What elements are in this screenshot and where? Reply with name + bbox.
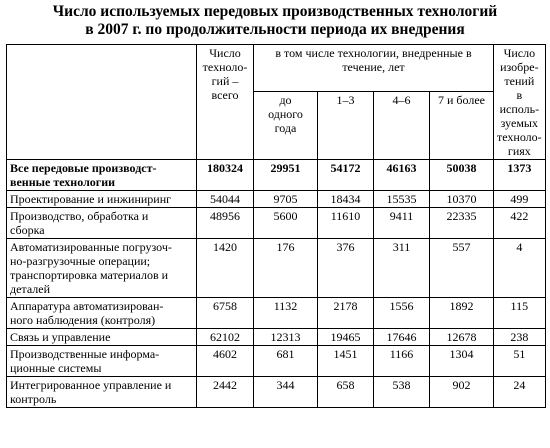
header-row-1 (7, 45, 546, 92)
value-cell: 658 (318, 377, 374, 408)
header-sub-4-6 (374, 91, 430, 159)
header-inventions-line: зуемых (500, 116, 538, 130)
value-cell: 15535 (374, 191, 430, 208)
header-inventions-line: в исполь- (499, 88, 540, 116)
row-label (7, 377, 197, 408)
header-sub-7-plus (430, 91, 494, 159)
value-cell: 12313 (254, 329, 318, 346)
header-total-line: гий – (211, 74, 239, 88)
row-label-line: сборка (10, 223, 45, 237)
value-cell: 9705 (254, 191, 318, 208)
header-sub-line: 7 и более (437, 92, 485, 107)
technology-table (6, 44, 546, 408)
value-cell: 376 (318, 239, 374, 298)
row-label-line: Производство, обработка и (10, 209, 149, 223)
row-label-line: транспортировка материалов и (10, 268, 169, 282)
value-cell: 29951 (254, 160, 318, 191)
row-label (7, 329, 197, 346)
value-cell: 681 (254, 346, 318, 377)
table-row (7, 346, 546, 377)
table-row (7, 160, 546, 191)
value-cell: 50038 (430, 160, 494, 191)
value-cell: 54044 (197, 191, 254, 208)
value-cell: 4 (494, 239, 546, 298)
value-cell: 344 (254, 377, 318, 408)
value-cell: 62102 (197, 329, 254, 346)
value-cell: 12678 (430, 329, 494, 346)
table-row (7, 239, 546, 298)
header-sub-line: года (274, 120, 297, 135)
value-cell: 1304 (430, 346, 494, 377)
row-label (7, 191, 197, 208)
value-cell: 19465 (318, 329, 374, 346)
header-empty-cell (7, 45, 197, 160)
header-sub-line: 1–3 (336, 92, 355, 107)
value-cell: 2178 (318, 298, 374, 329)
value-cell: 18434 (318, 191, 374, 208)
table-row (7, 208, 546, 239)
header-inventions-line: изобре- (500, 60, 539, 74)
row-label-line: Интегрированное управление и (10, 378, 172, 392)
header-total-line: техноло- (202, 60, 248, 74)
row-label-line: венные технологии (10, 175, 116, 189)
value-cell: 4602 (197, 346, 254, 377)
value-cell: 5600 (254, 208, 318, 239)
header-inventions-line: гиях (507, 144, 531, 158)
row-label-line: Производственные информа- (10, 347, 160, 361)
value-cell: 1166 (374, 346, 430, 377)
value-cell: 902 (430, 377, 494, 408)
value-cell: 115 (494, 298, 546, 329)
row-label (7, 298, 197, 329)
header-total-line: Число (209, 46, 241, 60)
title-line-1: Число используемых передовых производственных технологий (52, 3, 498, 20)
table-row (7, 377, 546, 408)
table-row (7, 298, 546, 329)
value-cell: 54172 (318, 160, 374, 191)
value-cell: 17646 (374, 329, 430, 346)
header-sub-up-to-1 (254, 91, 318, 159)
value-cell: 1420 (197, 239, 254, 298)
value-cell: 2442 (197, 377, 254, 408)
row-label-line: но-разгрузочные операции; (10, 254, 151, 268)
table-title (0, 3, 550, 39)
table-body (7, 160, 546, 408)
row-label-line: ционные системы (10, 361, 102, 375)
row-label-line: Проектирование и инжиниринг (10, 192, 172, 206)
header-sub-line: 4–6 (392, 92, 411, 107)
value-cell: 180324 (197, 160, 254, 191)
value-cell: 499 (494, 191, 546, 208)
table-row (7, 191, 546, 208)
header-inventions-line: техноло- (497, 130, 542, 144)
value-cell: 9411 (374, 208, 430, 239)
header-sub-1-3 (318, 91, 374, 159)
value-cell: 1451 (318, 346, 374, 377)
header-inventions (494, 45, 546, 160)
row-label (7, 160, 197, 191)
value-cell: 176 (254, 239, 318, 298)
value-cell: 48956 (197, 208, 254, 239)
row-label-line: Связь и управление (10, 330, 111, 344)
value-cell: 1892 (430, 298, 494, 329)
row-label-line: ного наблюдения (контроля) (10, 313, 156, 327)
row-label-line: Автоматизированные погрузоч- (10, 240, 172, 254)
value-cell: 1556 (374, 298, 430, 329)
header-inventions-line: Число (503, 46, 536, 60)
row-label-line: деталей (10, 282, 50, 296)
value-cell: 11610 (318, 208, 374, 239)
header-sub-line: одного (268, 106, 303, 121)
value-cell: 538 (374, 377, 430, 408)
value-cell: 10370 (430, 191, 494, 208)
table-row (7, 329, 546, 346)
value-cell: 1373 (494, 160, 546, 191)
value-cell: 24 (494, 377, 546, 408)
value-cell: 238 (494, 329, 546, 346)
row-label (7, 346, 197, 377)
header-inventions-line: тений (504, 74, 535, 88)
header-sub-line: до (279, 92, 292, 107)
title-line-2: в 2007 г. по продолжительности периода их внедрения (85, 21, 465, 38)
row-label-line: Аппаратура автоматизирован- (10, 299, 164, 313)
header-total (197, 45, 254, 160)
row-label (7, 208, 197, 239)
value-cell: 311 (374, 239, 430, 298)
value-cell: 422 (494, 208, 546, 239)
value-cell: 22335 (430, 208, 494, 239)
row-label (7, 239, 197, 298)
value-cell: 51 (494, 346, 546, 377)
header-total-line: всего (211, 88, 239, 102)
value-cell: 46163 (374, 160, 430, 191)
row-label-line: Все передовые производст- (10, 161, 157, 175)
value-cell: 1132 (254, 298, 318, 329)
row-label-line: контроль (10, 392, 57, 406)
value-cell: 557 (430, 239, 494, 298)
header-group: в том числе технологии, внедренные в течение, лет (254, 45, 494, 92)
value-cell: 6758 (197, 298, 254, 329)
